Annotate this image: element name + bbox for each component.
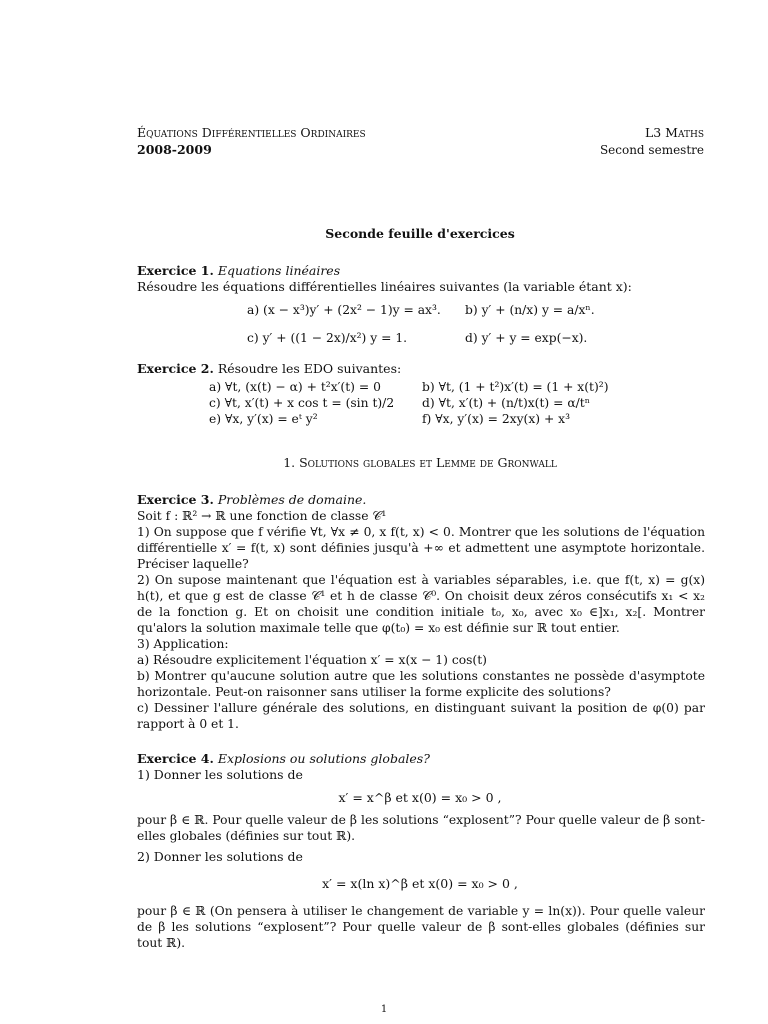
equation-a: a) (x − x³)y′ + (2x² − 1)y = ax³.: [247, 303, 441, 317]
exercise-2-equations: [0, 379, 768, 427]
edo-d: d) ∀t, x′(t) + (n/t)x(t) = α/tⁿ: [422, 396, 591, 410]
exercise-label: Exercice 1.: [137, 263, 214, 278]
semester: Second semestre: [599, 143, 704, 157]
exercise-label: Exercice 3.: [137, 492, 214, 507]
course-title: Équations Différentielles Ordinaires: [137, 125, 366, 140]
exercise-label: Exercice 2.: [137, 361, 214, 376]
ex3-line: c) Dessiner l'allure générale des solutions, en distinguant suivant la position de φ(0) par rapport à 0 et 1.: [137, 701, 705, 731]
edo-e: e) ∀x, y′(x) = eᵗ y²: [209, 412, 318, 426]
ex3-line: 2) On supose maintenant que l'équation est à variables séparables, i.e. que f(t, x) = g(x) h(t), et que g est de classe 𝒞¹ et h de classe 𝒞⁰. On choisit deux zéros consécutifs x₁ < x₂ de la fonction g. Et on choisit une condition initiale t₀, x₀, avec x₀ ∈]x₁, x₂[. Montrer qu'alors la solution maximale telle que φ(t₀) = x₀ est définie sur ℝ tout entier.: [137, 573, 705, 635]
exercise-4-heading: [137, 751, 430, 767]
exercise-1-equations: [0, 300, 768, 348]
ex3-line: 3) Application:: [137, 637, 229, 651]
ex4-equation-2: x′ = x(ln x)^β et x(0) = x₀ > 0 ,: [322, 876, 518, 891]
ex4-text: pour β ∈ ℝ (On pensera à utiliser le changement de variable y = ln(x)). Pour quelle valeur de β les solutions “explosent”? Pour quelle valeur de β sont-elles globales (définies sur tout ℝ).: [137, 904, 705, 950]
ex4-paragraph-2: [137, 903, 705, 951]
edo-b: b) ∀t, (1 + t²)x′(t) = (1 + x(t)²): [422, 380, 609, 394]
sheet-title: Seconde feuille d'exercices: [325, 226, 515, 241]
equation-b: b) y′ + (n/x) y = a/xⁿ.: [465, 303, 595, 317]
equation-d: d) y′ + y = exp(−x).: [465, 331, 588, 345]
edo-f: f) ∀x, y′(x) = 2xy(x) + x³: [422, 412, 571, 426]
exercise-3-heading: [137, 492, 366, 508]
ex3-line: Soit f : ℝ² → ℝ une fonction de classe 𝒞¹: [137, 509, 387, 523]
ex4-text: pour β ∈ ℝ. Pour quelle valeur de β les solutions “explosent”? Pour quelle valeur de β sont-elles globales (définies sur tout ℝ).: [137, 813, 705, 843]
edo-c: c) ∀t, x′(t) + x cos t = (sin t)/2: [209, 396, 395, 410]
section-heading: 1. Solutions globales et Lemme de Gronwall: [283, 455, 557, 470]
ex3-line: b) Montrer qu'aucune solution autre que les solutions constantes ne possède d'asymptote horizontale. Peut-on raisonner sans utiliser la forme explicite des solutions?: [137, 669, 705, 699]
edo-a: a) ∀t, (x(t) − α) + t²x′(t) = 0: [209, 380, 381, 394]
exercise-2-heading: [137, 361, 401, 377]
exercise-1-intro: Résoudre les équations différentielles linéaires suivantes (la variable étant x):: [137, 279, 632, 294]
ex4-equation-1: x′ = x^β et x(0) = x₀ > 0 ,: [338, 790, 502, 805]
course-level: L3 Maths: [644, 125, 704, 140]
exercise-intro: Résoudre les EDO suivantes:: [217, 361, 402, 376]
ex4-paragraph-1: [137, 812, 705, 844]
exercise-topic: Explosions ou solutions globales?: [217, 751, 430, 766]
exercise-topic: Problèmes de domaine.: [217, 492, 367, 507]
exercise-1-heading: [137, 263, 340, 279]
ex3-line: a) Résoudre explicitement l'équation x′ = x(x − 1) cos(t): [137, 653, 487, 667]
exercise-3-body: [137, 508, 705, 732]
exercise-topic: Equations linéaires: [217, 263, 341, 278]
equation-c: c) y′ + ((1 − 2x)/x²) y = 1.: [247, 331, 408, 345]
academic-year: 2008-2009: [137, 142, 212, 157]
ex4-question-1: 1) Donner les solutions de: [137, 767, 303, 782]
page-number: 1: [380, 1004, 388, 1015]
ex3-line: 1) On suppose que f vérifie ∀t, ∀x ≠ 0, x f(t, x) < 0. Montrer que les solutions de l'équation différentielle x′ = f(t, x) sont définies jusqu'à +∞ et admettent une asymptote horizontale. Préciser laquelle?: [137, 525, 705, 571]
ex4-question-2: 2) Donner les solutions de: [137, 849, 303, 864]
exercise-label: Exercice 4.: [137, 751, 214, 766]
